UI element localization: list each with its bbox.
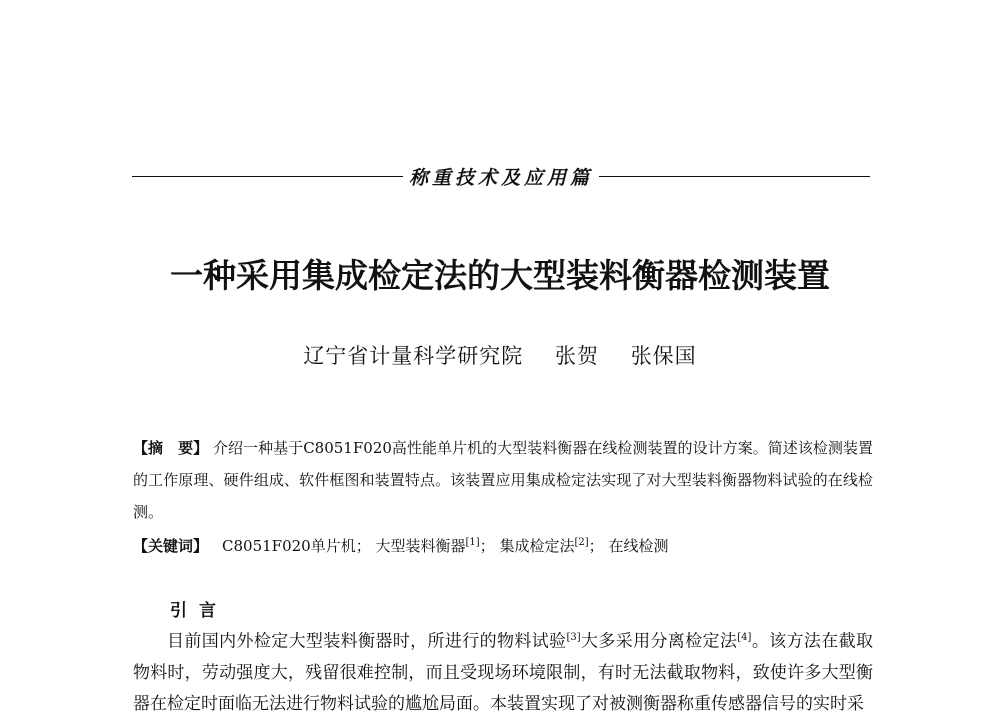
institution: 辽宁省计量科学研究院 <box>303 344 524 368</box>
citation: [4] <box>737 632 752 643</box>
author-name: 张保国 <box>630 344 697 368</box>
keyword: 大型装料衡器 <box>375 537 466 555</box>
keyword: 在线检测 <box>608 537 669 555</box>
body-text: 大多采用分离检定法 <box>580 631 738 652</box>
keyword-separator: ； <box>479 537 495 555</box>
body-text: 。该方法在截取物料时，劳动强度大，残留很难控制，而且受现场环境限制，有时无法截取物料，致使许多大型衡器在检定时面临无法进行物料试验的尴尬局面。本装置实现了对被测衡器称重传感器信号的实时采 <box>133 631 874 714</box>
header-rule-left <box>132 176 403 177</box>
author-line <box>100 340 900 370</box>
citation: [3] <box>566 632 581 643</box>
citation: [1] <box>465 537 480 548</box>
abstract-tag: 【摘 要】 <box>133 439 209 457</box>
keywords-tag: 【关键词】 <box>133 537 209 555</box>
citation: [2] <box>574 537 589 548</box>
body-text: 目前国内外检定大型装料衡器时，所进行的物料试验 <box>167 631 567 652</box>
keyword-separator: ； <box>588 537 604 555</box>
section-heading: 引言 <box>170 601 228 621</box>
body-paragraph <box>133 622 873 720</box>
keyword: 集成检定法 <box>499 537 575 555</box>
abstract-text: 介绍一种基于C8051F020高性能单片机的大型装料衡器在线检测装置的设计方案。简述该检测装置的工作原理、硬件组成、软件框图和装置特点。该装置应用集成检定法实现了对大型装料衡器物料试验的在线检测。 <box>133 439 873 521</box>
keyword: C8051F020单片机； <box>222 537 371 555</box>
abstract <box>133 432 873 528</box>
section-header <box>132 160 870 192</box>
paper-title: 一种采用集成检定法的大型装料衡器检测装置 <box>170 256 830 295</box>
keywords <box>133 530 873 559</box>
author-name: 张贺 <box>555 344 599 368</box>
section-header-label: 称重技术及应用篇 <box>409 166 594 189</box>
header-rule-right <box>599 176 870 177</box>
